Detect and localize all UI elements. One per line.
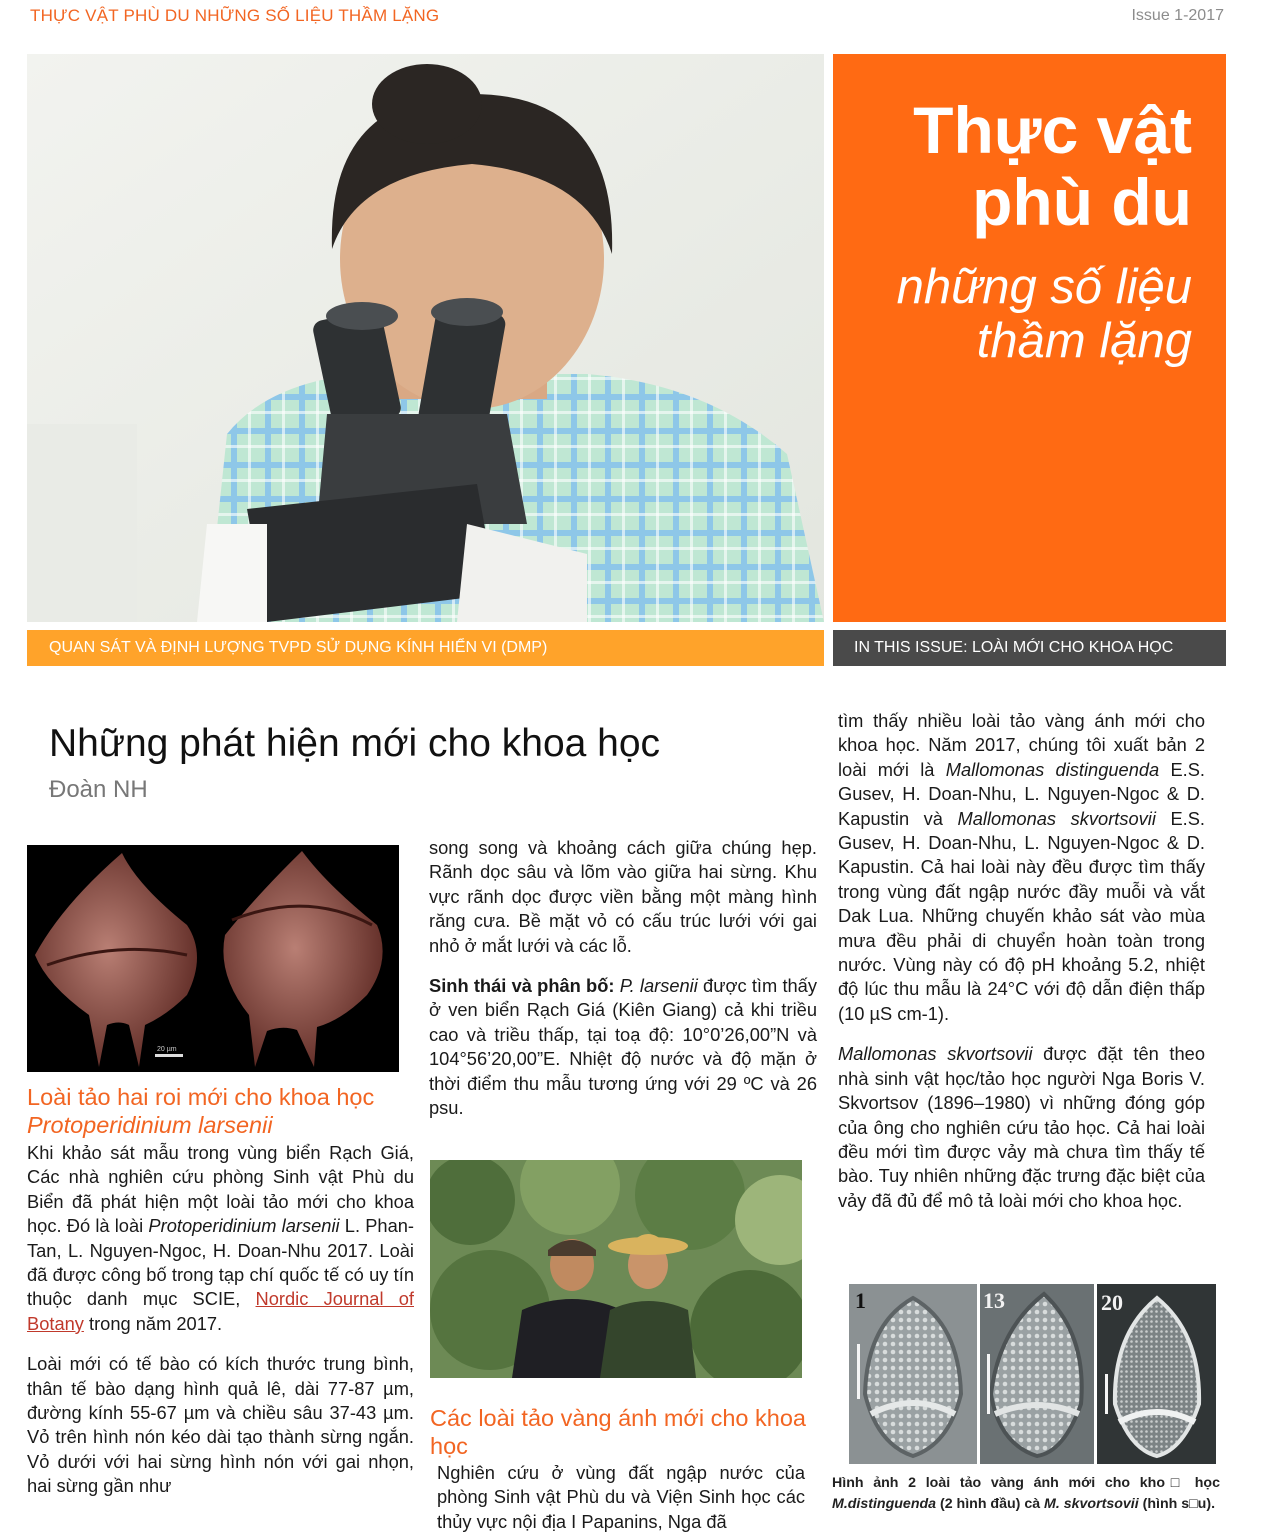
text-run: tìm thấy nhiều loài tảo vàng ánh mới cho khoa học. Năm 2017, chúng tôi xuất bản 2 loài mới là — [838, 710, 1205, 780]
species-name: Mallomonas skvortsovii — [957, 807, 1156, 829]
hero-photo-microscope — [27, 54, 824, 622]
article-author: Đoàn NH — [49, 776, 148, 803]
section2-paragraph-3 — [838, 1042, 1205, 1213]
text-run: Hình ảnh 2 loài tảo vàng ánh mới cho kho□ học — [832, 1475, 1220, 1491]
section2-heading: Các loài tảo vàng ánh mới cho khoa học — [430, 1405, 806, 1459]
section2-paragraph-2 — [838, 709, 1205, 1026]
text-run: Khi khảo sát mẫu trong vùng biển Rạch Giá, Các nhà nghiên cứu phòng Sinh vật Phù du Biển đã phát hiện một loài tảo mới cho khoa học. Đó là loài — [27, 1142, 414, 1237]
title-line-1: Thực vật — [913, 93, 1192, 167]
panel-label-13: 13 — [983, 1288, 1005, 1313]
section2-body-col2 — [437, 1461, 805, 1537]
issue-number: Issue 1-2017 — [1131, 7, 1224, 24]
text-run: E.S. Gusev, H. Doan-Nhu, L. Nguyen-Ngoc & D. Kapustin. Cả hai loài này đều được tìm thấy trong vùng đất ngập nước đầy muỗi và vắt Dak Lua. Những chuyến khảo sát vào mùa mưa đều phải di chuyển hoàn toàn trong nước. Vùng này có độ pH khoảng 5.2, nhiệt độ lúc thu mẫu là 24°C với độ dẫn điện thấp (10 µS cm-1). — [838, 807, 1206, 1024]
section1-body-col1 — [27, 1141, 414, 1515]
section1-heading — [27, 1083, 407, 1139]
photo-caption-bar: QUAN SÁT VÀ ĐỊNH LƯỢNG TVPD SỬ DỤNG KÍNH HIỂN VI (DMP) — [27, 630, 824, 666]
section1-body-col2 — [429, 836, 817, 1136]
title-line-2: phù du — [972, 165, 1192, 239]
in-this-issue-bar: IN THIS ISSUE: LOÀI MỚI CHO KHOA HỌC — [833, 630, 1226, 666]
sem-image-protoperidinium — [27, 845, 399, 1072]
species-name: Protoperidinium larsenii — [148, 1215, 340, 1237]
section1-heading-text: Loài tảo hai roi mới cho khoa học — [27, 1084, 375, 1110]
article-title: Những phát hiện mới cho khoa học — [49, 722, 661, 765]
species-name: M.distinguenda — [832, 1496, 937, 1512]
species-name: Mallomonas distinguenda — [945, 758, 1160, 780]
species-name: Mallomonas skvortsovii — [838, 1043, 1033, 1065]
species-name: M. skvortsovii — [1044, 1496, 1139, 1512]
text-run: E.S. Gusev, H. Doan-Nhu, L. Nguyen-Ngoc & D. Kapustin và — [838, 758, 1205, 829]
section1-paragraph-3: song song và khoảng cách giữa chúng hẹp. Rãnh dọc sâu và lõm vào giữa hai sừng. Khu vực rãnh dọc được viền bằng một màng hình răng cưa. Bề mặt vỏ có cấu trúc lưới với gai nhỏ ở mắt lưới và các lỗ. — [429, 837, 817, 956]
running-title: THỰC VẬT PHÙ DU NHỮNG SỐ LIỆU THẦM LẶNG — [30, 6, 440, 25]
text-run: (hình s□u). — [1138, 1496, 1216, 1512]
text-run: trong năm 2017. — [83, 1312, 223, 1334]
ecology-label: Sinh thái và phân bố: — [429, 975, 615, 997]
sem-image-mallomonas-scales — [849, 1284, 1216, 1464]
text-run: L. Phan-Tan, L. Nguyen-Ngoc, H. Doan-Nhu 2017. Loài đã được công bố trong tạp chí quốc tế có uy tín thuộc danh mục SCIE, — [27, 1215, 415, 1310]
subtitle-line-1: những số liệu — [896, 260, 1192, 314]
nordic-journal-link[interactable]: Nordic Journal of Botany — [27, 1288, 414, 1334]
section1-paragraph-1 — [27, 1141, 414, 1336]
section2-paragraph-1: Nghiên cứu ở vùng đất ngập nước của phòng Sinh vật Phù du và Viện Sinh học các thủy vực nội địa I Papanins, Nga đã — [437, 1462, 805, 1532]
species-name: P. larsenii — [619, 975, 698, 997]
text-run: , tại toạ độ: 10°0’26,00”N và 104°56’20,00”E. Nhiệt độ nước và độ mặn ở thời điểm thu mẫu tương ứng với 29 ºC và 26 psu. — [429, 1023, 817, 1119]
section1-heading-species: Protoperidinium larsenii — [27, 1112, 273, 1138]
section1-paragraph-4 — [429, 974, 817, 1120]
section1-paragraph-2: Loài mới có tế bào có kích thước trung bình, thân tế bào dạng hình quả lê, dài 77-87 µm, đường kính 55-67 µm và chiều sâu 37-43 µm. Vỏ trên hình nón kéo dài tạo thành sừng ngắn. Vỏ dưới với hai sừng hình nón với gai nhọn, hai sừng gần như — [27, 1353, 414, 1497]
text-run: (2 hình đầu) cà — [936, 1496, 1045, 1512]
figure-caption — [832, 1473, 1220, 1515]
title-main — [913, 94, 1192, 238]
scale-bar-label: 20 µm — [157, 1046, 177, 1053]
panel-label-1: 1 — [855, 1288, 866, 1313]
field-photo-researchers — [430, 1160, 802, 1378]
text-run: được tìm thấy ở ven biển Rạch Giá (Kiên Giang) cả khi triều cao và triều thấp — [429, 975, 817, 1045]
title-box — [833, 54, 1226, 622]
text-run: được đặt tên theo nhà sinh vật học/tảo học người Nga Boris V. Skvortsov (1896–1980) vì những đóng góp của ông cho nghiên cứu tảo học. Cả hai loài đều mới tìm được vảy mà chưa tìm thấy tế bào. Tuy nhiên những đặc trưng đặc biệt của vảy đã đủ để mô tả loài mới cho khoa học. — [838, 1043, 1206, 1211]
title-subtitle — [897, 260, 1192, 368]
panel-label-20: 20 — [1101, 1290, 1123, 1315]
subtitle-line-2: thầm lặng — [976, 314, 1192, 368]
section2-body-col3 — [838, 709, 1205, 1229]
